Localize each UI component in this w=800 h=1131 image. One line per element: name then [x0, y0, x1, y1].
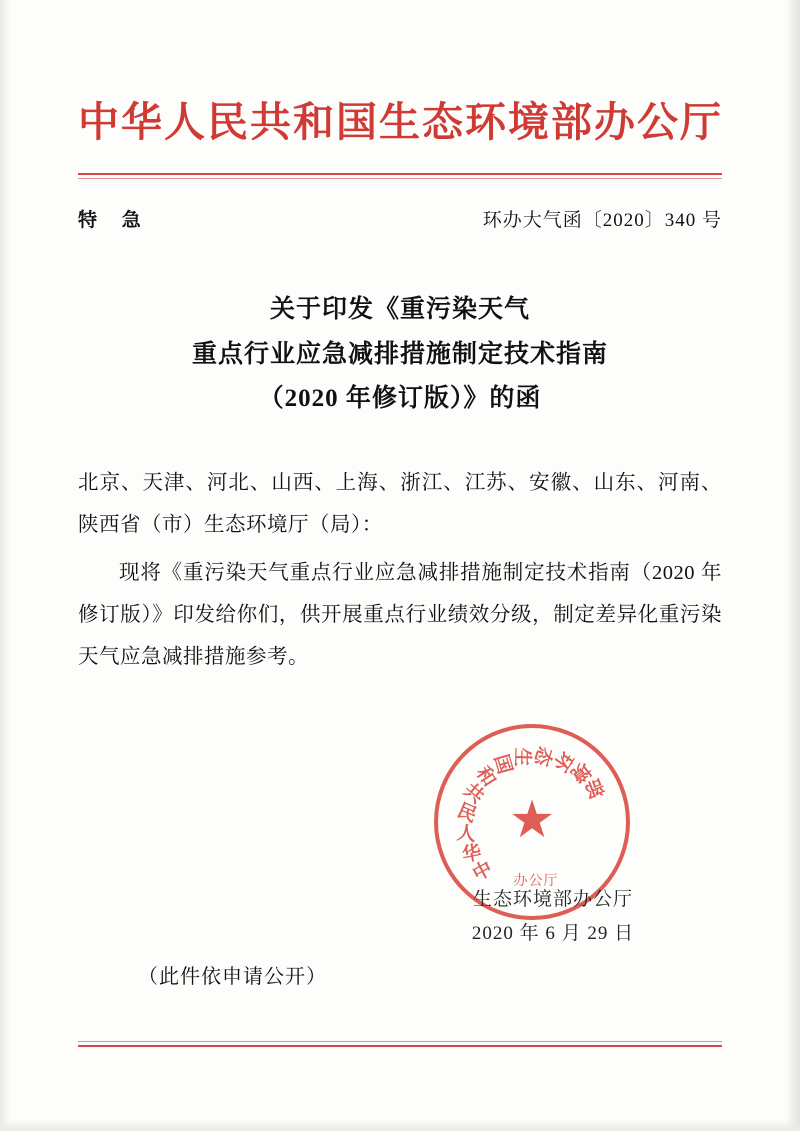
- document-content: [78, 0, 722, 1012]
- page-left-edge-shadow: [0, 0, 10, 1131]
- urgency-label: 特 急: [78, 210, 151, 232]
- document-title-line-1: 关于印发《重污染天气: [269, 296, 530, 324]
- masthead-title: 中华人民共和国生态环境部办公厅: [78, 99, 723, 145]
- document-title: [78, 288, 722, 422]
- signer-name: 生态环境部办公厅: [472, 888, 633, 910]
- footer-divider-thin-line: [78, 1041, 722, 1042]
- document-number: 环办大气函〔2020〕340 号: [482, 210, 722, 232]
- document-title-line-2: 重点行业应急减排措施制定技术指南: [191, 340, 608, 368]
- masthead-divider-thick-line: [78, 173, 722, 175]
- masthead-divider-thin-line: [78, 178, 722, 179]
- page-bottom-edge-shadow: [0, 1119, 800, 1131]
- signature-date: 2020 年 6 月 29 日: [471, 922, 635, 944]
- document-meta-row: [78, 205, 722, 232]
- document-title-line-3: （2020 年修订版）》的函: [258, 385, 542, 413]
- seal-star-icon: ★: [508, 791, 556, 849]
- masthead-divider: [78, 173, 722, 179]
- signature-area: [78, 712, 722, 1012]
- page-right-edge-shadow: [786, 0, 800, 1131]
- body-paragraph: 现将《重污染天气重点行业应急减排措施制定技术指南（2020 年修订版）》印发给你们，供开展重点行业绩效分级，制定差异化重污染天气应急减排措施参考。: [78, 561, 722, 668]
- seal-bottom-text: 办公厅: [513, 873, 559, 889]
- footer-divider: [78, 1041, 722, 1047]
- seal-arc-text-ring: 中 华 人 民 共 和 国 生 态 环 境 部: [454, 743, 608, 886]
- footer-divider-thick-line: [78, 1045, 722, 1047]
- disclosure-note: （此件依申请公开）: [138, 965, 327, 988]
- recipients-line: 北京、天津、河北、山西、上海、浙江、江苏、安徽、山东、河南、陕西省（市）生态环境厅（局）：: [78, 471, 722, 536]
